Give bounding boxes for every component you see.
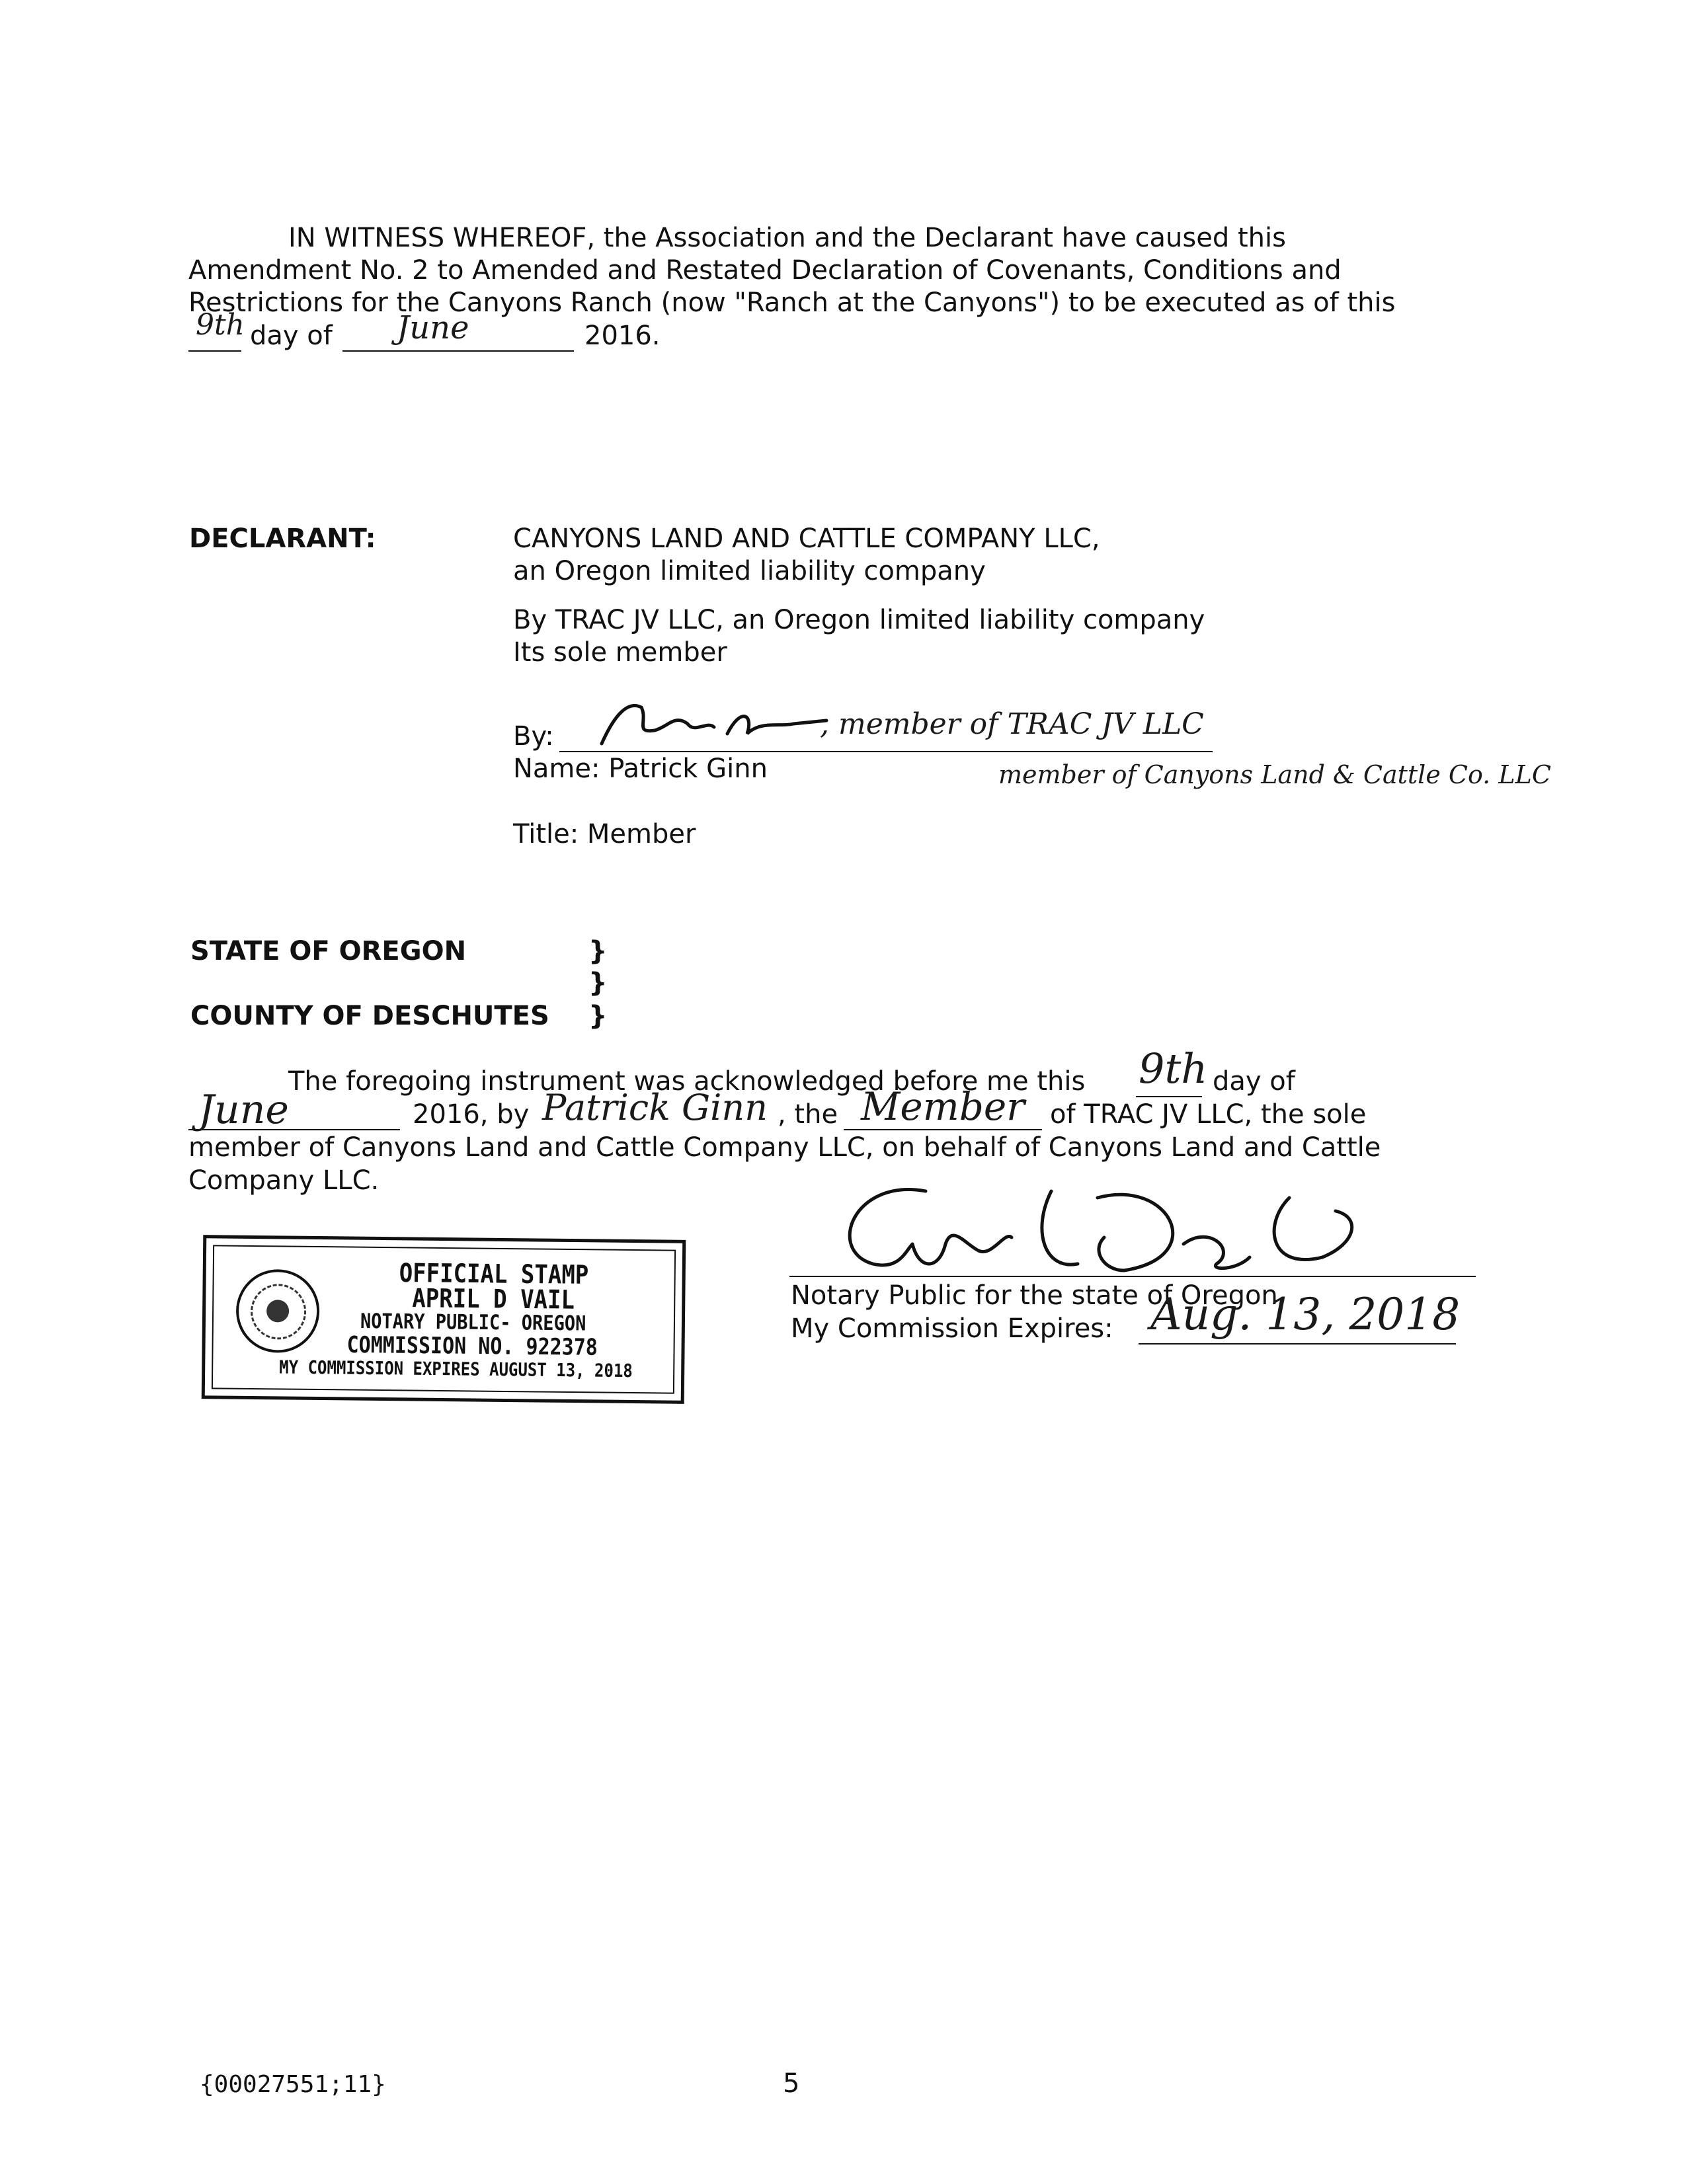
footer-doc-id: {00027551;11} [200,2071,386,2098]
ack-line-4: Company LLC. [188,1165,380,1196]
stamp-line-4: COMMISSION NO. 922378 [346,1331,598,1362]
declarant-by-line-2: Its sole member [513,637,727,668]
venue-brace-2: } [588,968,608,998]
state-seal-icon [235,1269,319,1353]
witness-year: 2016. [584,321,661,351]
notary-public-line: Notary Public for the state of Oregon [791,1280,1278,1311]
notary-expires-label: My Commission Expires: [791,1313,1113,1344]
ack-month-handwritten: June [198,1087,289,1133]
venue-county: COUNTY OF DESCHUTES [190,1001,549,1031]
declarant-title: Title: Member [513,819,696,849]
venue-brace-1: } [588,936,608,966]
ack-line-2a: 2016, by [413,1099,530,1130]
ack-line-2b: , the [778,1099,838,1130]
venue-brace-3: } [588,1001,608,1031]
declarant-label: DECLARANT: [189,524,376,554]
stamp-line-2: APRIL D VAIL [412,1283,575,1316]
ack-line-1b: day of [1213,1066,1295,1097]
witness-month-handwritten: June [397,309,469,346]
footer-page-number: 5 [783,2068,800,2099]
ack-line-2c: of TRAC JV LLC, the sole [1050,1099,1367,1130]
ack-line-1a: The foregoing instrument was acknowledged before me this [288,1066,1086,1097]
witness-line-1: IN WITNESS WHEREOF, the Association and the Declarant have caused this [288,223,1286,253]
declarant-company-line-1: CANYONS LAND AND CATTLE COMPANY LLC, [513,524,1100,554]
ack-day-handwritten: 9th [1139,1044,1208,1093]
stamp-line-3: NOTARY PUBLIC- OREGON [360,1309,586,1336]
day-blank [188,350,241,352]
ack-line-3: member of Canyons Land and Cattle Company LLC, on behalf of Canyons Land and Cattle [188,1132,1381,1163]
declarant-signature-note: , member of TRAC JV LLC [820,707,1204,741]
witness-day-handwritten: 9th [196,308,245,342]
witness-line-3: Restrictions for the Canyons Ranch (now "Ranch at the Canyons") to be executed as of this [188,288,1396,318]
ack-role-handwritten: Member [861,1084,1025,1129]
notary-expires-handwritten: Aug. 13, 2018 [1150,1289,1461,1340]
witness-line-2: Amendment No. 2 to Amended and Restated Declaration of Covenants, Conditions and [188,255,1342,286]
declarant-by-label: By: [513,721,554,752]
notary-expires-blank [1139,1343,1456,1345]
notary-signature [813,1171,1422,1284]
declarant-handwritten-note: member of Canyons Land & Cattle Co. LLC [998,760,1551,789]
official-stamp [202,1235,686,1404]
witness-day-of: day of [250,321,333,351]
declarant-company-line-2: an Oregon limited liability company [513,556,986,586]
notary-signature-line [789,1276,1476,1277]
declarant-name: Name: Patrick Ginn [513,754,768,784]
declarant-signature [595,694,846,754]
stamp-line-1: OFFICIAL STAMP [399,1258,589,1291]
declarant-by-line-1: By TRAC JV LLC, an Oregon limited liability company [513,605,1205,635]
month-blank [342,350,574,352]
venue-state: STATE OF OREGON [190,936,467,966]
stamp-line-5: MY COMMISSION EXPIRES AUGUST 13, 2018 [279,1356,633,1382]
ack-person-handwritten: Patrick Ginn [542,1087,768,1128]
